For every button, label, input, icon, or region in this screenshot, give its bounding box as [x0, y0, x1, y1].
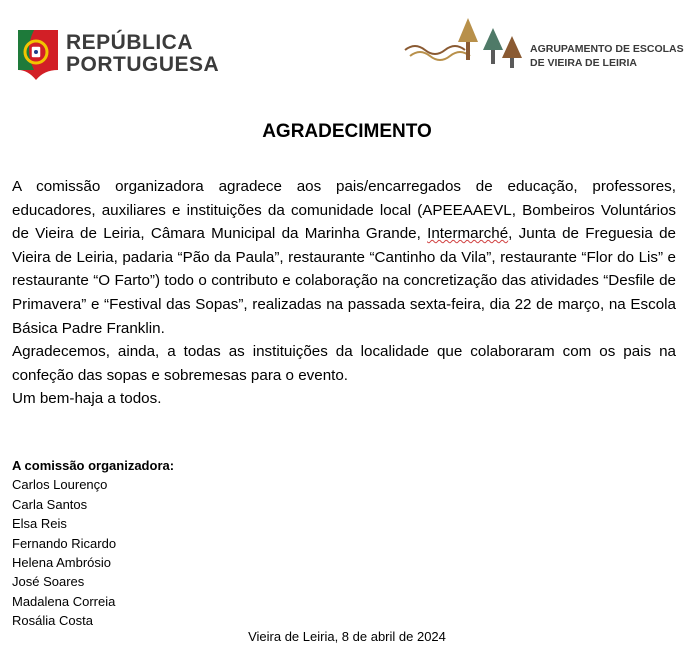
republica-portuguesa-logo [14, 26, 224, 90]
signatory-name: Fernando Ricardo [12, 535, 117, 551]
signatory-name: Carla Santos [12, 496, 88, 512]
signatory-name: Madalena Correia [12, 593, 116, 609]
paragraph-acknowledgement [12, 175, 676, 340]
header [0, 0, 694, 110]
portuguese-coat-of-arms-icon [14, 30, 58, 86]
paragraph-closing: Um bem-haja a todos. [12, 390, 162, 408]
letter-body [12, 175, 676, 411]
signatory-name: José Soares [12, 574, 85, 590]
signatories-heading: A comissão organizadora: [12, 458, 175, 473]
school-group-logo [400, 14, 690, 90]
school-group-line1: AGRUPAMENTO DE ESCOLAS [530, 43, 684, 55]
portuguesa-line: PORTUGUESA [66, 53, 220, 76]
paragraph-additional-thanks: Agradecemos, ainda, a todas as instituições da localidade que colaboraram com os pais na confeção das sopas e sobremesas para o evento. [12, 343, 676, 384]
signatory-name: Carlos Lourenço [12, 477, 108, 493]
page-title: AGRADECIMENTO [262, 121, 432, 142]
school-group-line2: DE VIEIRA DE LEIRIA [530, 57, 637, 69]
signatories-block [12, 456, 174, 631]
paragraph-text-part: , Junta de Freguesia de Vieira de Leiria, padaria “Pão da Paula”, restaurante “Cantinho da Vila”, restaurante “Flor do Lis” e restaurante “O Farto”) todo o contributo e colaboração na concretização das atividades “Desfile de Primavera” e “Festival das Sopas”, realizadas na passada sexta-feira, dia 22 de março, na Escola Básica Padre Franklin. [12, 225, 676, 337]
trees-and-waves-icon [400, 14, 530, 74]
spellcheck-marked-word: Intermarché [427, 225, 509, 243]
signatory-name: Elsa Reis [12, 516, 67, 532]
signatory-name: Helena Ambrósio [12, 555, 111, 571]
school-group-name [530, 42, 684, 70]
place-and-date: Vieira de Leiria, 8 de abril de 2024 [248, 629, 446, 644]
republica-portuguesa-wordmark [66, 32, 219, 76]
signatory-name: Rosália Costa [12, 613, 93, 629]
republica-line: REPÚBLICA [66, 31, 194, 54]
paragraph-text-part: A comissão organizadora agradece aos pais/encarregados de educação, professores, educadores, auxiliares e instituições da comunidade local (APEEAAEVL, Bombeiros Voluntários de Vieira de Leiria, Câmara Municipal da Marinha Grande, [12, 178, 676, 243]
